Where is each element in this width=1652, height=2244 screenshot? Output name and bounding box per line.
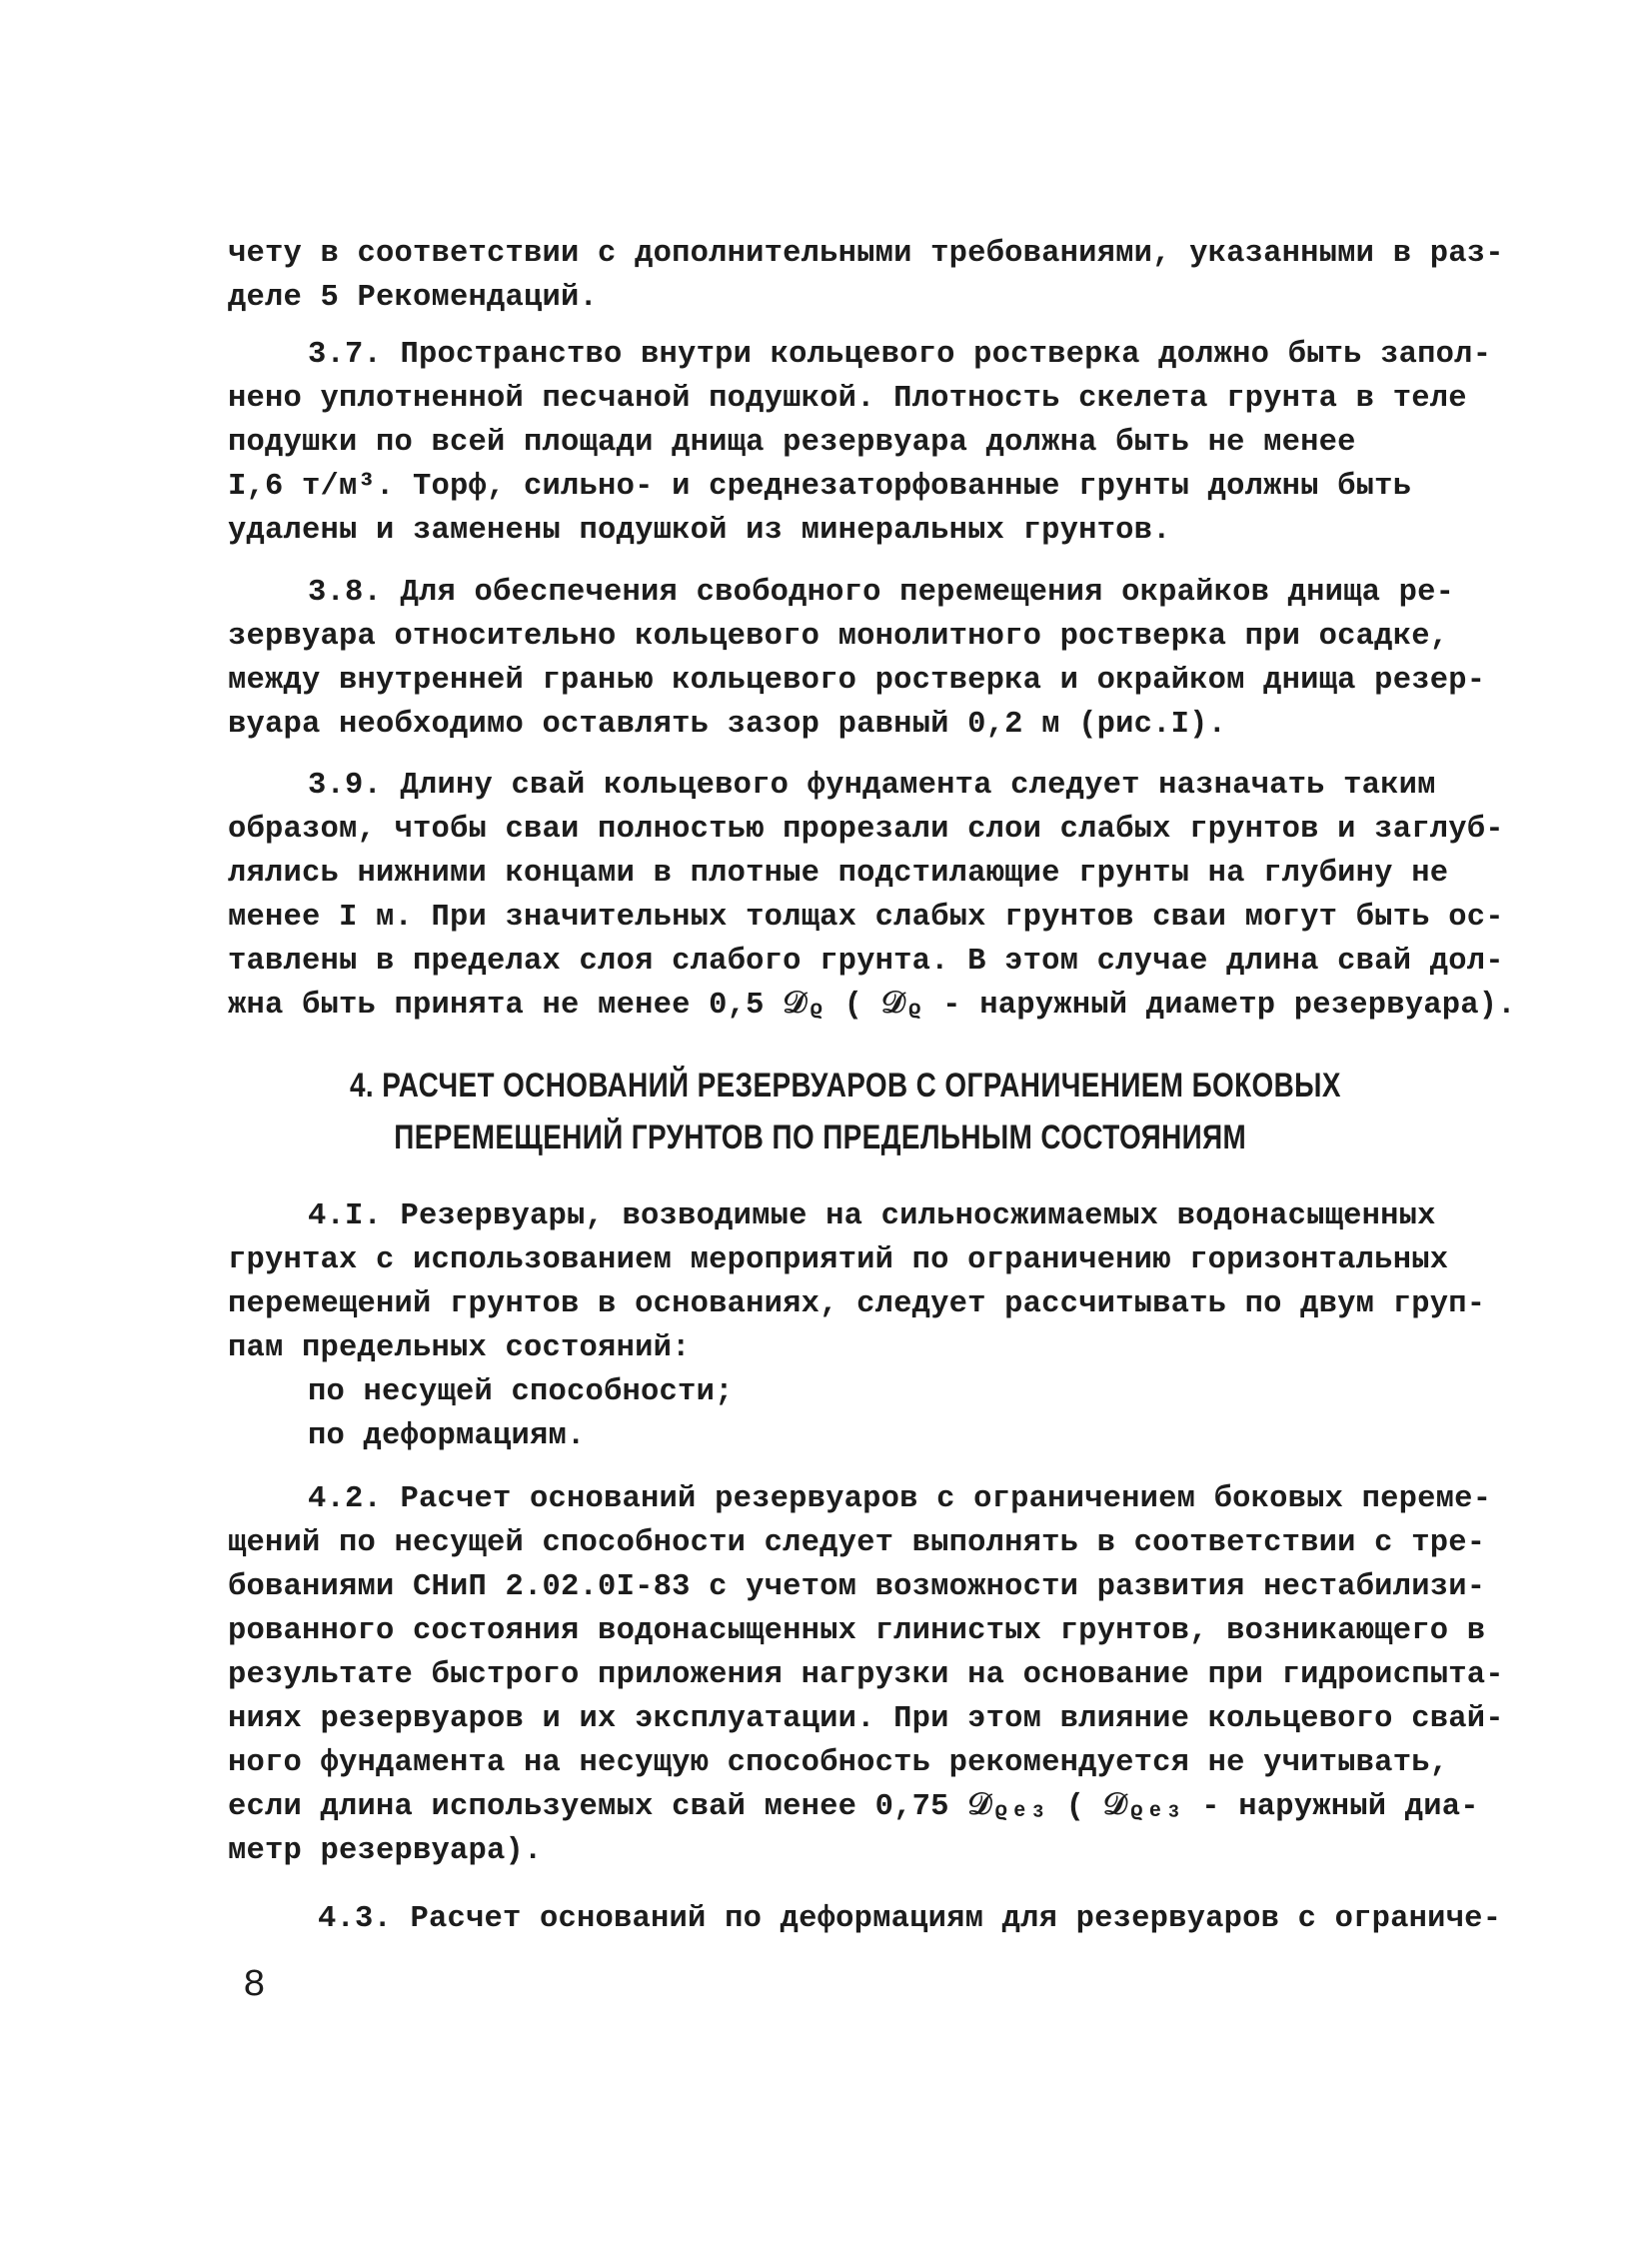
text-line: лялись нижними концами в плотные подстилающие грунты на глубину не (228, 857, 1449, 891)
text-line: тавлены в пределах слоя слабого грунта. В этом случае длина свай дол- (228, 945, 1504, 979)
text-line: 4.I. Резервуары, возводимые на сильносжимаемых водонасыщенных (308, 1199, 1436, 1233)
paragraph-4-2 (228, 1477, 1504, 1873)
text-line: менее I м. При значительных толщах слабых грунтов сваи могут быть ос- (228, 901, 1504, 935)
text-line: образом, чтобы сваи полностью прорезали слои слабых грунтов и заглуб- (228, 813, 1504, 847)
text-line: рованного состояния водонасыщенных глинистых грунтов, возникающего в (228, 1614, 1486, 1648)
text-line: 4.3. Расчет оснований по деформациям для резервуаров с ограниче- (318, 1902, 1502, 1936)
paragraph-3-9 (228, 764, 1516, 1028)
list-item: по несущей способности; (308, 1375, 734, 1409)
text-line: 4.2. Расчет оснований резервуаров с ограничением боковых переме- (308, 1482, 1492, 1516)
paragraph-3-7 (228, 333, 1492, 553)
text-line: удалены и заменены подушкой из минеральных грунтов. (228, 514, 1171, 548)
text-line: результате быстрого приложения нагрузки на основание при гидроиспыта- (228, 1658, 1504, 1692)
paragraph-4-3 (228, 1897, 1502, 1941)
text-line: ниях резервуаров и их эксплуатации. При этом влияние кольцевого свай- (228, 1702, 1504, 1736)
text-line: перемещений грунтов в основаниях, следует рассчитывать по двум груп- (228, 1287, 1486, 1321)
page-number: 8 (243, 1964, 266, 2007)
text-line: 3.8. Для обеспечения свободного перемещения окрайков днища ре- (308, 576, 1455, 610)
text-line: I,6 т/м³. Торф, сильно- и среднезаторфованные грунты должны быть (228, 470, 1412, 504)
text-line: метр резервуара). (228, 1834, 543, 1868)
text-line: ного фундамента на несущую способность рекомендуется не учитывать, (228, 1746, 1449, 1780)
list-item: по деформациям. (308, 1419, 586, 1453)
text-line: если длина используемых свай менее 0,75 𝒟ᵨₑ₃ ( 𝒟ᵨₑ₃ - наружный диа- (228, 1790, 1479, 1824)
heading-line: ПЕРЕМЕЩЕНИЙ ГРУНТОВ ПО ПРЕДЕЛЬНЫМ СОСТОЯНИЯМ (394, 1119, 1247, 1156)
text-line: жна быть принята не менее 0,5 𝒟ᵨ ( 𝒟ᵨ - наружный диаметр резервуара). (228, 989, 1516, 1023)
heading-line: 4. РАСЧЕТ ОСНОВАНИЙ РЕЗЕРВУАРОВ С ОГРАНИЧЕНИЕМ БОКОВЫХ (350, 1067, 1341, 1105)
section-4-heading (350, 1060, 1341, 1163)
paragraph-4-1 (228, 1194, 1487, 1458)
intro-paragraph (228, 232, 1504, 320)
paragraph-3-8 (228, 571, 1487, 747)
text-line: щений по несущей способности следует выполнять в соответствии с тре- (228, 1526, 1486, 1560)
text-line: нено уплотненной песчаной подушкой. Плотность скелета грунта в теле (228, 382, 1467, 416)
text-line: чету в соответствии с дополнительными требованиями, указанными в раз- (228, 237, 1504, 271)
text-line: подушки по всей площади днища резервуара должна быть не менее (228, 426, 1356, 460)
text-line: деле 5 Рекомендаций. (228, 281, 599, 315)
text-line: бованиями СНиП 2.02.0I-83 с учетом возможности развития нестабилизи- (228, 1570, 1486, 1604)
text-line: между внутренней гранью кольцевого ростверка и окрайком днища резер- (228, 664, 1486, 698)
text-line: зервуара относительно кольцевого монолитного ростверка при осадке, (228, 620, 1449, 654)
text-line: пам предельных состояний: (228, 1331, 691, 1365)
text-line: 3.7. Пространство внутри кольцевого ростверка должно быть запол- (308, 338, 1492, 372)
text-line: вуара необходимо оставлять зазор равный 0,2 м (рис.I). (228, 708, 1227, 742)
text-line: 3.9. Длину свай кольцевого фундамента следует назначать таким (308, 769, 1436, 803)
text-line: грунтах с использованием мероприятий по ограничению горизонтальных (228, 1243, 1449, 1277)
